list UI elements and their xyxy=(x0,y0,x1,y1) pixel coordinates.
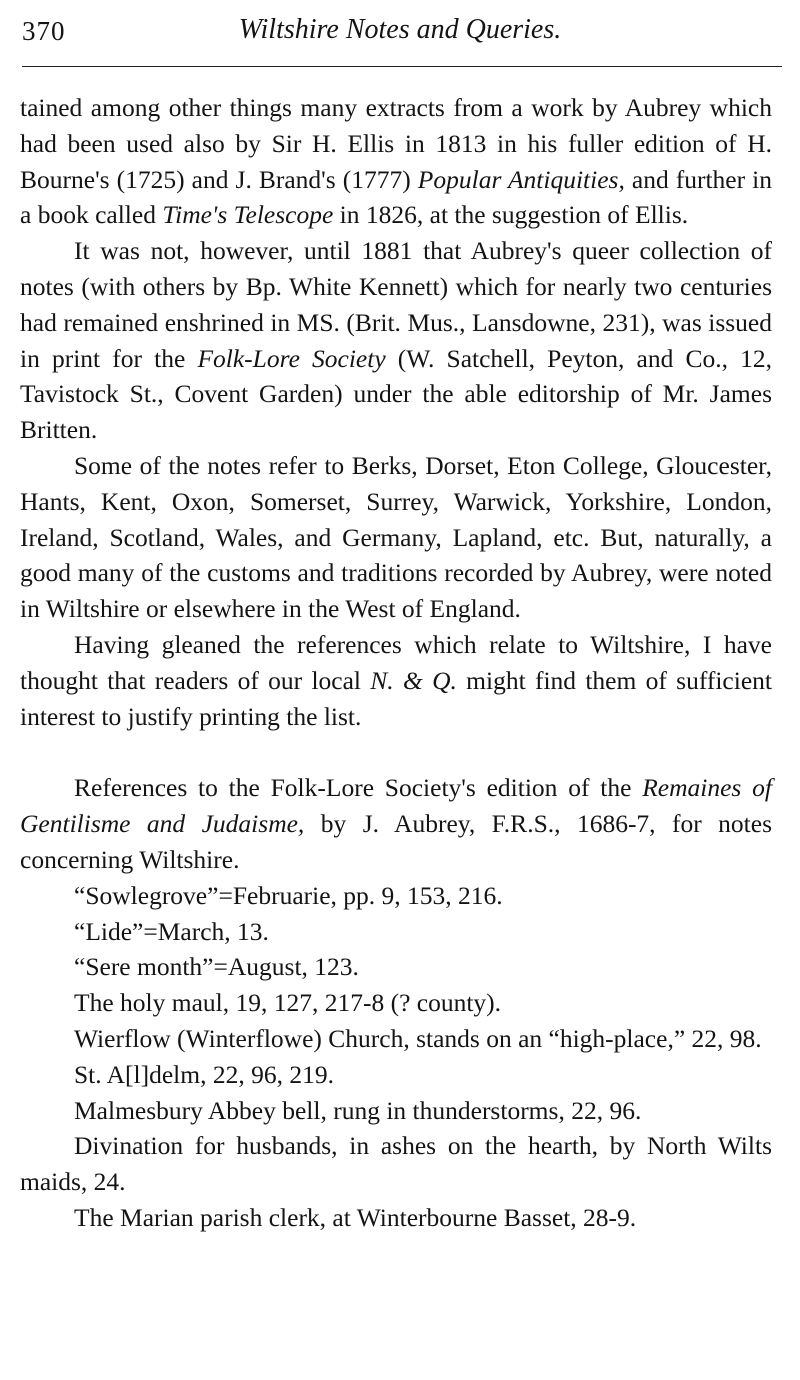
body-text xyxy=(20,90,772,1236)
society-name: Folk-Lore Society xyxy=(197,343,386,373)
reference-entry: St. A[l]delm, 22, 96, 219. xyxy=(74,1059,334,1089)
paragraph-folk-lore-society xyxy=(20,233,772,448)
running-title: Wiltshire Notes and Queries. xyxy=(238,14,562,45)
reference-entry: “Lide”=March, 13. xyxy=(74,916,269,946)
reference-entry: “Sere month”=August, 123. xyxy=(74,952,359,982)
page-number: 370 xyxy=(22,16,66,46)
reference-entry: Divination for husbands, in ashes on the hearth, by North Wilts maids, 24. xyxy=(20,1131,772,1197)
reference-entry: Malmesbury Abbey bell, rung in thunderstorms, 22, 96. xyxy=(74,1095,642,1125)
paragraph-counties: Some of the notes refer to Berks, Dorset, Eton College, Gloucester, Hants, Kent, Oxon, Somerset, Surrey, Warwick, Yorkshire, London, Ireland, Scotland, Wales, and Germany, Lapland, etc. But, naturally, a good many of the customs and traditions recorded by Aubrey, were noted in Wiltshire or elsewhere in the West of England. xyxy=(20,450,772,624)
book-title-popular-antiquities: Popular Antiquities, xyxy=(417,164,625,194)
references-intro xyxy=(20,770,772,877)
reference-entry: The holy maul, 19, 127, 217-8 (? county). xyxy=(74,988,502,1018)
text-run: References to the Folk-Lore Society's edition of the xyxy=(74,773,643,803)
book-title-times-telescope: Time's Telescope xyxy=(162,200,334,230)
book-title-remaines: Remaines of Gentilisme and Judaisme, xyxy=(20,773,772,839)
journal-abbrev: N. & Q. xyxy=(370,665,457,695)
reference-entry: Wierflow (Winterflowe) Church, stands on an “high-place,” 22, 98. xyxy=(74,1023,762,1053)
header-rule xyxy=(22,66,782,67)
section-gap xyxy=(20,734,772,770)
text-run: in 1826, at the suggestion of Ellis. xyxy=(333,200,689,230)
text-run: (W. Satchell, Peyton, and Co., 12, Tavistock St., Covent Garden) under the able editorship of Mr. James Britten. xyxy=(20,343,772,445)
running-head xyxy=(0,0,800,70)
paragraph-gleaned xyxy=(20,627,772,734)
text-run: tained among other things many extracts from a work by Aubrey which had been used also by Sir H. Ellis in 1813 in his fuller edition of H. Bourne's (1725) and J. Brand's (1777) xyxy=(20,93,772,194)
reference-entry: “Sowlegrove”=Februarie, pp. 9, 153, 216. xyxy=(74,880,503,910)
text-run: by J. Aubrey, F.R.S., 1686-7, for notes concerning Wiltshire. xyxy=(20,809,773,874)
text-run: and further in a book called xyxy=(20,164,772,230)
text-run: might find them of sufficient interest to justify printing the list. xyxy=(20,665,772,731)
reference-entry: The Marian parish clerk, at Winterbourne Basset, 28-9. xyxy=(74,1202,637,1232)
text-run: Having gleaned the references which relate to Wiltshire, I have thought that readers of our local xyxy=(20,629,772,695)
paragraph-continued xyxy=(20,90,772,233)
text-run: It was not, however, until 1881 that Aubrey's queer collection of notes (with others by Bp. White Kennett) which for nearly two centuries had remained enshrined in MS. (Brit. Mus., Lansdowne, 231), was issued in print for the xyxy=(20,236,772,373)
